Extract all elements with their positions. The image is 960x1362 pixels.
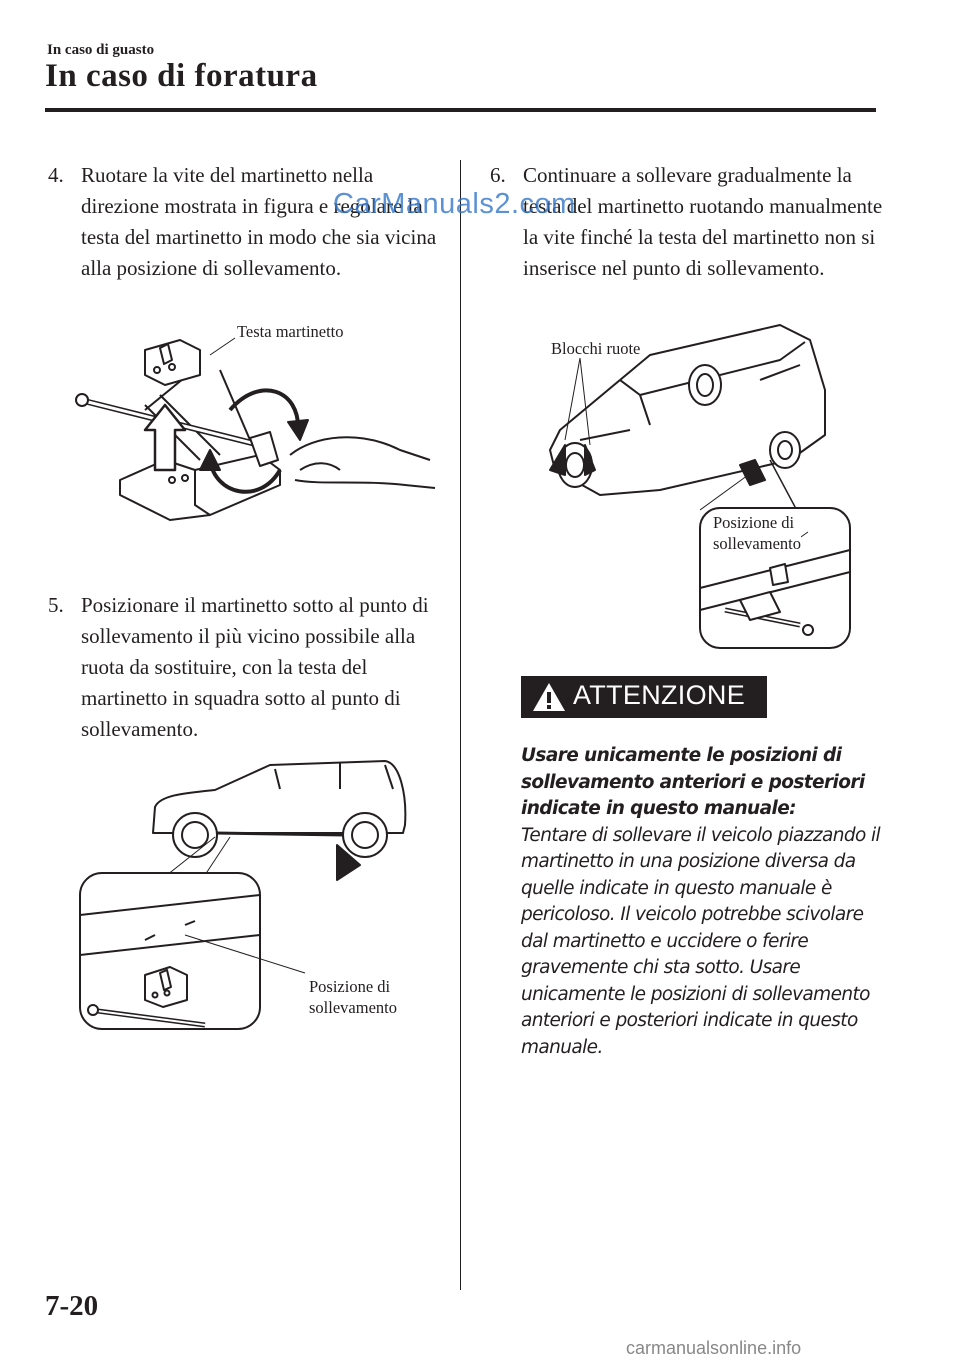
label-line: Posizione di <box>713 513 795 532</box>
step-text: Ruotare la vite del martinetto nella direzione mostrata in figura e regolare la testa del martinetto in modo che sia vicina alla posizione di sollevamento. <box>81 163 437 280</box>
footer-site: carmanualsonline.info <box>626 1338 802 1358</box>
jack-figure <box>60 320 460 550</box>
label-line: sollevamento <box>713 534 801 553</box>
step-text: Continuare a sollevare gradualmente la testa del martinetto ruotando manualmente la vite finché la testa del martinetto non si inserisce nel punto di sollevamento. <box>523 163 883 280</box>
page-title: In caso di foratura <box>45 58 318 94</box>
warning-body-text: Tentare di sollevare il veicolo piazzando il martinetto in una posizione diversa da quelle indicate in questo manuale è pericoloso. Il veicolo potrebbe scivolare dal martinetto e uccidere o ferire gravemente chi sta sotto. Usare unicamente le posizioni di sollevamento anteriori e posteriori indicate in questo manuale. <box>521 824 881 1058</box>
step-5 <box>48 590 448 745</box>
warning-body <box>521 743 881 1061</box>
step-number: 6. <box>490 163 506 187</box>
warning-bold-text: Usare unicamente le posizioni di sollevamento anteriori e posteriori indicate in questo manuale: <box>521 745 865 819</box>
step-6 <box>490 160 885 284</box>
column-divider <box>460 160 461 1290</box>
warning-header <box>521 676 767 718</box>
jack-head-label: Testa martinetto <box>237 322 344 341</box>
lift-point-label <box>309 976 397 1018</box>
wheel-chocks-label: Blocchi ruote <box>551 339 641 358</box>
label-line: Posizione di <box>309 977 391 996</box>
page-number: 7-20 <box>45 1290 99 1322</box>
step-number: 5. <box>48 593 64 617</box>
section-label: In caso di guasto <box>47 42 155 58</box>
lift-point-label-2 <box>713 512 801 554</box>
step-4 <box>48 160 448 284</box>
car-lifted-figure <box>540 320 860 660</box>
label-line: sollevamento <box>309 998 397 1017</box>
step-text: Posizionare il martinetto sotto al punto di sollevamento il più vicino possibile alla ruota da sostituire, con la testa del martinetto in squadra sotto al punto di sollevamento. <box>81 593 429 741</box>
step-number: 4. <box>48 163 64 187</box>
watermark-text: CarManuals2.com <box>333 188 576 220</box>
title-rule <box>45 108 876 112</box>
warning-triangle-icon <box>531 681 567 713</box>
warning-title: ATTENZIONE <box>573 680 746 710</box>
